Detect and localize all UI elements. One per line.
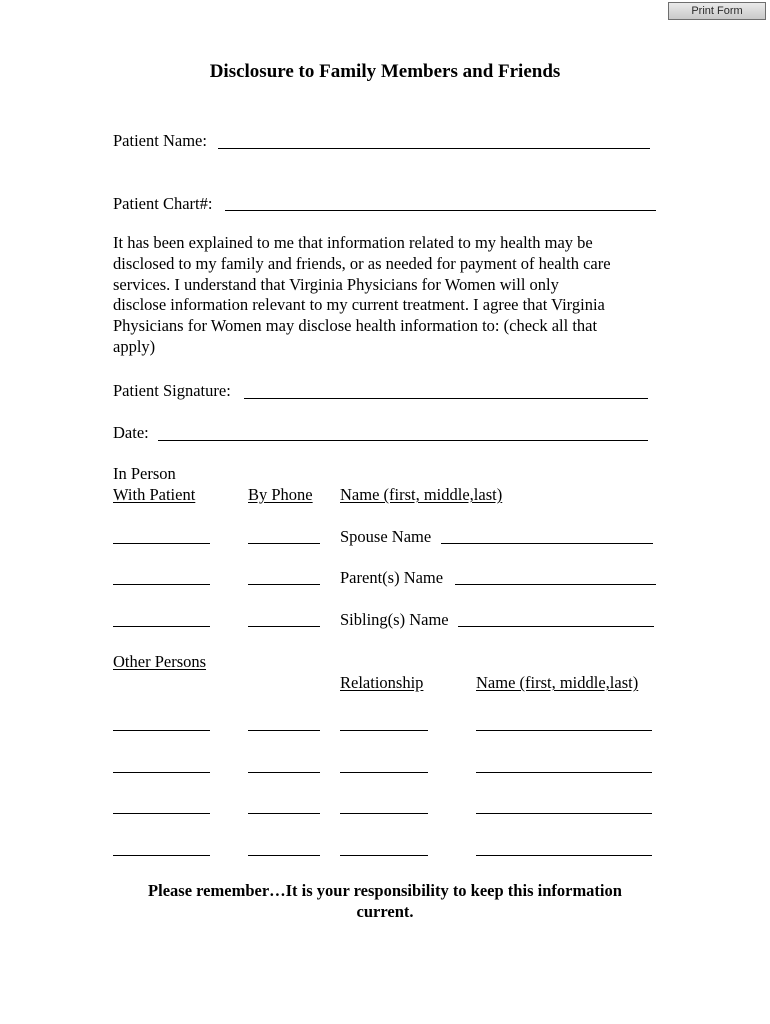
date-label: Date: [113, 423, 149, 442]
by-phone-checkbox[interactable] [248, 543, 320, 544]
parents-name-label: Parent(s) Name [340, 568, 444, 587]
relationship-field[interactable] [340, 813, 428, 814]
in-person-checkbox[interactable] [113, 543, 210, 544]
date-field[interactable] [158, 440, 648, 441]
siblings-name-field[interactable] [458, 626, 654, 627]
signature-label: Patient Signature: [113, 381, 231, 400]
other-name-field[interactable] [476, 730, 652, 731]
paragraph-line: services. I understand that Virginia Physicians for Women will only [113, 274, 559, 294]
other-persons-heading: Other Persons [113, 652, 207, 671]
other-name-column-heading: Name (first, middle,last) [476, 673, 639, 692]
siblings-name-label: Sibling(s) Name [340, 610, 449, 629]
spouse-name-field[interactable] [441, 543, 653, 544]
by-phone-heading: By Phone [248, 485, 313, 504]
other-name-field[interactable] [476, 813, 652, 814]
other-name-field[interactable] [476, 772, 652, 773]
by-phone-checkbox[interactable] [248, 772, 320, 773]
in-person-checkbox[interactable] [113, 813, 210, 814]
name-column-heading: Name (first, middle,last) [340, 485, 503, 504]
in-person-checkbox[interactable] [113, 584, 210, 585]
relationship-field[interactable] [340, 730, 428, 731]
relationship-heading: Relationship [340, 673, 424, 692]
patient-chart-label: Patient Chart#: [113, 194, 213, 213]
paragraph-line: disclosed to my family and friends, or as needed for payment of health care [113, 253, 611, 273]
spouse-name-label: Spouse Name [340, 527, 432, 546]
paragraph-line: apply) [113, 336, 156, 356]
by-phone-checkbox[interactable] [248, 730, 320, 731]
consent-paragraph [113, 233, 673, 358]
in-person-heading: In Person [113, 464, 176, 483]
by-phone-checkbox[interactable] [248, 626, 320, 627]
with-patient-heading: With Patient [113, 485, 196, 504]
relationship-field[interactable] [340, 772, 428, 773]
parents-name-field[interactable] [455, 584, 656, 585]
in-person-checkbox[interactable] [113, 626, 210, 627]
in-person-checkbox[interactable] [113, 772, 210, 773]
patient-name-field[interactable] [218, 148, 650, 149]
other-name-field[interactable] [476, 855, 652, 856]
in-person-checkbox[interactable] [113, 730, 210, 731]
paragraph-line: It has been explained to me that information related to my health may be [113, 233, 593, 252]
signature-field[interactable] [244, 398, 648, 399]
paragraph-line: disclose information relevant to my current treatment. I agree that Virginia [113, 295, 605, 315]
reminder-line-2: current. [356, 902, 414, 921]
relationship-field[interactable] [340, 855, 428, 856]
reminder-footer [0, 880, 770, 922]
by-phone-checkbox[interactable] [248, 855, 320, 856]
print-form-button[interactable]: Print Form [668, 2, 766, 20]
patient-chart-field[interactable] [225, 210, 656, 211]
reminder-line-1: Please remember…It is your responsibility to keep this information [148, 881, 622, 900]
form-title: Disclosure to Family Members and Friends [209, 61, 561, 82]
patient-name-label: Patient Name: [113, 131, 207, 150]
paragraph-line: Physicians for Women may disclose health information to: (check all that [113, 316, 598, 336]
in-person-checkbox[interactable] [113, 855, 210, 856]
by-phone-checkbox[interactable] [248, 584, 320, 585]
by-phone-checkbox[interactable] [248, 813, 320, 814]
